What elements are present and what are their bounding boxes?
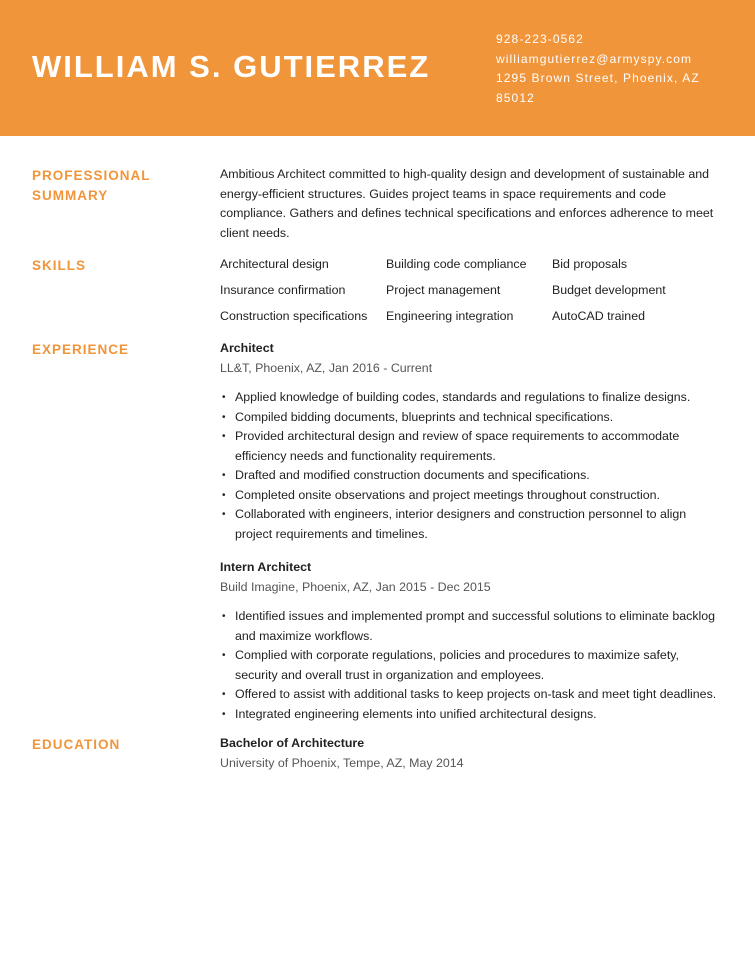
summary-section	[220, 165, 725, 243]
job-meta: LL&T, Phoenix, AZ, Jan 2016 - Current	[220, 360, 433, 375]
job-title: Architect	[220, 341, 274, 355]
summary-text: Ambitious Architect committed to high-quality design and development of sustainable and energy-efficient structures. Guides project teams in space requirements and code compliance. Gathers and defines technical specifications and enforces adherence to meet client needs.	[220, 167, 714, 240]
email-address: williamgutierrez@armyspy.com	[496, 51, 693, 66]
job-bullets	[220, 607, 725, 724]
skill-item: Construction specifications	[220, 308, 368, 323]
job-bullet: • Compiled bidding documents, blueprints and technical specifications.	[220, 408, 725, 428]
contact-info	[496, 30, 736, 108]
skill-item: Engineering integration	[386, 308, 514, 323]
skill-item: Budget development	[552, 282, 666, 297]
job-bullet: • Offered to assist with additional tasks to keep projects on-task and meet tight deadlines.	[220, 685, 725, 705]
skill-item: Building code compliance	[386, 257, 527, 271]
skills-section	[220, 255, 725, 326]
experience-section	[220, 339, 725, 724]
skill-item: Insurance confirmation	[220, 282, 346, 297]
job-bullets	[220, 388, 725, 544]
skill-item: Bid proposals	[552, 257, 628, 271]
skills-heading: SKILLS	[32, 258, 87, 273]
skill-item: Architectural design	[220, 257, 329, 271]
job-bullet: • Complied with corporate regulations, policies and procedures to maximize safety, security and overall trust in organization and employees.	[220, 646, 725, 685]
job-bullet: • Applied knowledge of building codes, standards and regulations to finalize designs.	[220, 388, 725, 408]
education-meta: University of Phoenix, Tempe, AZ, May 2014	[220, 755, 464, 770]
summary-heading	[32, 166, 202, 206]
education-section	[220, 734, 725, 773]
job-meta: Build Imagine, Phoenix, AZ, Jan 2015 - Dec 2015	[220, 579, 491, 594]
skill-item: Project management	[386, 282, 501, 297]
phone-number: 928-223-0562	[496, 32, 584, 46]
resume-header	[0, 0, 755, 136]
job-bullet: • Collaborated with engineers, interior designers and construction personnel to align project requirements and timelines.	[220, 505, 725, 544]
job-bullet: • Integrated engineering elements into unified architectural designs.	[220, 705, 725, 725]
job-bullet: • Completed onsite observations and project meetings throughout construction.	[220, 486, 725, 506]
skills-list	[220, 255, 725, 326]
job-bullet: • Provided architectural design and review of space requirements to accommodate efficiency needs and functionality requirements.	[220, 427, 725, 466]
job-bullet: • Identified issues and implemented prompt and successful solutions to eliminate backlog and maximize workflows.	[220, 607, 725, 646]
street-address: 1295 Brown Street, Phoenix, AZ	[496, 71, 700, 85]
job-entry	[220, 339, 725, 544]
job-title: Intern Architect	[220, 560, 312, 574]
education-heading: EDUCATION	[32, 737, 121, 752]
candidate-name: WILLIAM S. GUTIERREZ	[32, 49, 431, 84]
degree-title: Bachelor of Architecture	[220, 736, 365, 750]
job-entry	[220, 558, 725, 724]
zip-code: 85012	[496, 90, 535, 105]
summary-heading-line1: PROFESSIONAL	[32, 168, 151, 183]
job-bullet: • Drafted and modified construction documents and specifications.	[220, 466, 725, 486]
experience-heading: EXPERIENCE	[32, 342, 130, 357]
summary-heading-line2: SUMMARY	[32, 188, 109, 203]
skill-item: AutoCAD trained	[552, 308, 645, 323]
